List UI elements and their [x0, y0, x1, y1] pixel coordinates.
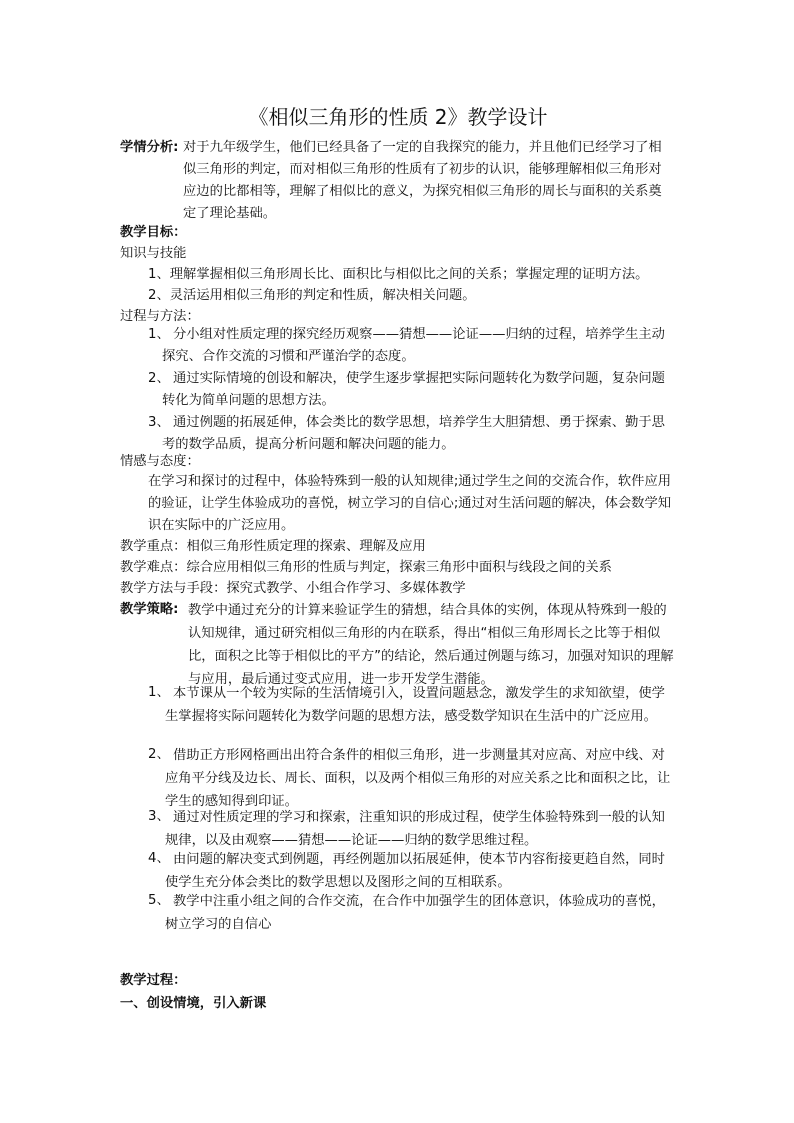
- knowledge-item-1: 1、理解掌握相似三角形周长比、面积比与相似比之间的关系；掌握定理的证明方法。: [148, 267, 649, 282]
- knowledge-item-2: 2、灵活运用相似三角形的判定和性质，解决相关问题。: [148, 288, 476, 303]
- attitude-text: 在学习和探讨的过程中，体验特殊到一般的认知规律;通过学生之间的交流合作，软件应用的验证，让学生体验成功的喜悦，树立学习的自信心;通过对生活问题的解决，体会数学知识在实际中的广泛应用。: [148, 474, 672, 533]
- strategy-text: 教学中通过充分的计算来验证学生的猜想，结合具体的实例，体现从特殊到一般的认知规律，通过研究相似三角形的内在联系，得出“相似三角形周长之比等于相似比，面积之比等于相似比的平方”的结论，然后通过例题与练习，加强对知识的理解与应用，最后通过变式应用，进一步开发学生潜能。: [188, 603, 674, 687]
- methods: 教学方法与手段：探究式教学、小组合作学习、多媒体教学: [120, 581, 466, 596]
- process-item-3-num: 3、: [148, 415, 170, 430]
- strategy-item-1-text: 本节课从一个较为实际的生活情境引入，设置问题悬念，激发学生的求知欲望，使学生掌握将实际问题转化为数学问题的思想方法，感受数学知识在生活中的广泛应用。: [165, 686, 665, 724]
- key-point: 教学重点：相似三角形性质定理的探索、理解及应用: [120, 539, 426, 554]
- difficulty: 教学难点：综合应用相似三角形的性质与判定，探索三角形中面积与线段之间的关系: [120, 560, 612, 575]
- process-item-2-text: 通过实际情境的创设和解决，使学生逐步掌握把实际问题转化为数学问题，复杂问题转化为简单问题的思想方法。: [162, 371, 665, 408]
- page-title: 《相似三角形的性质 2》教学设计: [248, 105, 548, 129]
- goals-heading: 教学目标：: [120, 225, 187, 240]
- strategy-item-2-num: 2、: [148, 747, 170, 762]
- process-item-3-text: 通过例题的拓展延伸，体会类比的数学思想，培养学生大胆猜想、勇于探索、勤于思考的数学品质，提高分析问题和解决问题的能力。: [162, 415, 665, 452]
- process-heading: 过程与方法：: [120, 309, 200, 324]
- attitude-heading: 情感与态度：: [120, 454, 200, 469]
- process-item-1-text: 分小组对性质定理的探究经历观察——猜想——论证——归纳的过程，培养学生主动探究、合作交流的习惯和严谨治学的态度。: [162, 327, 665, 364]
- process-section-heading: 教学过程：: [120, 973, 187, 988]
- process-item-1-num: 1、: [148, 327, 170, 342]
- strategy-item-3-num: 3、: [148, 809, 170, 824]
- process-item-2-num: 2、: [148, 371, 170, 386]
- strategy-item-5-num: 5、: [148, 893, 170, 908]
- strategy-item-5-text: 教学中注重小组之间的合作交流，在合作中加强学生的团体意识，体验成功的喜悦，树立学习的自信心: [165, 894, 665, 932]
- xueqing-text: 对于九年级学生，他们已经具备了一定的自我探究的能力，并且他们已经学习了相似三角形的判定，而对相似三角形的性质有了初步的认识，能够理解相似三角形对应边的比都相等，理解了相似比的意义，为探究相似三角形的周长与面积的关系奠定了理论基础。: [183, 140, 662, 221]
- strategy-label: 教学策略:: [120, 602, 179, 617]
- knowledge-heading: 知识与技能: [120, 246, 187, 261]
- strategy-item-4-num: 4、: [148, 851, 170, 866]
- strategy-item-2-text: 借助正方形网格画出出符合条件的相似三角形，进一步测量其对应高、对应中线、对应角平分线及边长、周长、面积，以及两个相似三角形的对应关系之比和面积之比，让学生的感知得到印证。: [165, 748, 671, 809]
- strategy-item-4-text: 由问题的解决变式到例题，再经例题加以拓展延伸，使本节内容衔接更趋自然，同时使学生充分体会类比的数学思想以及图形之间的互相联系。: [165, 852, 665, 890]
- xueqing-label: 学情分析:: [120, 140, 179, 155]
- strategy-item-1-num: 1、: [148, 685, 170, 700]
- section-1-heading: 一、创设情境，引入新课: [120, 996, 267, 1011]
- strategy-item-3-text: 通过对性质定理的学习和探索，注重知识的形成过程，使学生体验特殊到一般的认知规律，以及由观察——猜想——论证——归纳的数学思维过程。: [165, 810, 665, 848]
